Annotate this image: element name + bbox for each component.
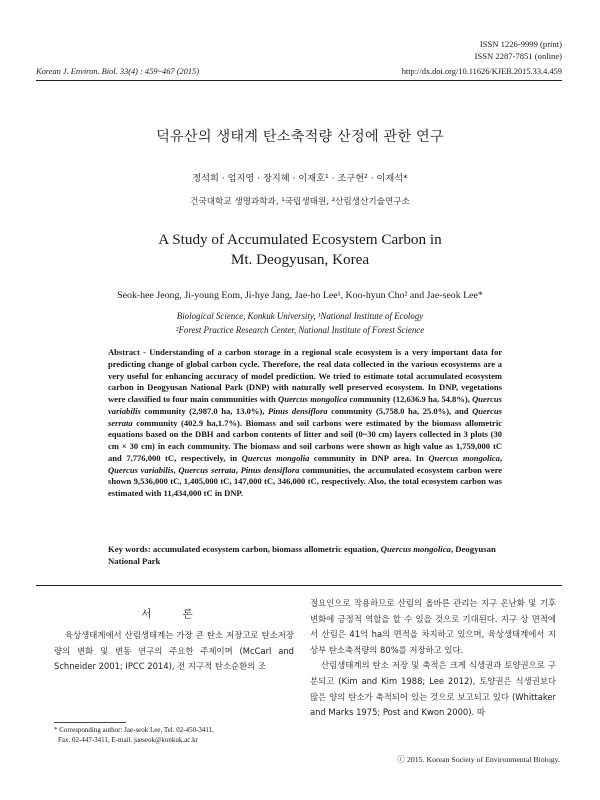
abstract-text: , (235, 464, 241, 475)
journal-citation: Korean J. Environ. Biol. 33(4) : 459~467 (2015) (36, 67, 200, 76)
english-affiliations (0, 310, 600, 337)
korean-authors: 정석희 · 엄지영 · 장지혜 · 이재호¹ · 조구현² · 이재석* (192, 173, 408, 184)
footnote-rule (54, 722, 126, 723)
keywords-label: Key words: (108, 544, 151, 554)
korean-title: 덕유산의 생태계 탄소축적량 산정에 관한 연구 (156, 129, 444, 145)
keywords-species: Quercus mongolica (380, 544, 451, 554)
section-rule (36, 585, 562, 586)
footnote-line-2: Fax. 02-447-3411, E-mail. jaeseok@konkuk.ac.kr (58, 735, 198, 744)
species-name: Quercus variabilis (108, 464, 174, 475)
species-name: Pinus densiflora (240, 464, 300, 475)
abstract (108, 347, 502, 500)
footnote-line-1: * Corresponding author: Jae-seok Lee, Tel. 02-450-3411, (54, 726, 214, 734)
english-affiliation-1: Biological Science, Konkuk University, ¹National Institute of Ecology (176, 311, 424, 321)
korean-affiliations: 건국대학교 생명과학과, ¹국립생태원, ²산림생산기술연구소 (190, 197, 410, 207)
keywords (108, 543, 502, 567)
abstract-text: community (402.9 ha,1.7%). Biomass and soil carbons were estimated by the biomass allometric equations based on the DBH and carbon contents of litter and soil (0~30 cm) layers collected in 3 plots (30 cm × 30 cm) in each community. The biomass and soil carbons were shown as high value as 1,759,000 tC and 7,776,000 tC, respectively, in (108, 417, 502, 463)
copyright: ⓒ 2015. Korean Society of Environmental Biology. (397, 755, 560, 764)
species-name: Pinus densiflora (267, 405, 328, 416)
footnote (54, 726, 314, 745)
body-paragraph: 육상생태계에서 산림생태계는 가장 큰 탄소 저장고로 탄소저장량의 변화 및 변동 연구의 주요한 주제이며 (McCarl and Schneider 2001; IPCC 2014), 전 지구적 탄소순환의 조 (54, 630, 294, 672)
running-header (36, 67, 562, 76)
body-left-column (54, 628, 294, 675)
english-title-line1: A Study of Accumulated Ecosystem Carbon in (158, 231, 442, 248)
abstract-text: communities, the accumulated ecosystem carbon were shown 9,536,000 tC, 1,405,000 tC, 147,000 tC, 346,000 tC, respectively. Also, the total ecosystem carbon was estimated with 11,434,000 tC in DNP. (108, 464, 503, 498)
section-heading-introduction: 서 론 (141, 608, 207, 620)
body-paragraph: 절요인으로 작용하므로 산림의 올바른 관리는 지구 온난화 및 기후변화에 긍정적 역할을 할 수 있을 것으로 기대된다. 지구 상 면적에서 산림은 41억 ha의 면적을 차지하고 있으며, 육상생태계에서 지상부 탄소축적량의 80%를 저장하고 있다. (310, 598, 556, 655)
abstract-text: community (12,636.9 ha, 54.8%), (347, 394, 473, 404)
english-title-line2: Mt. Deogyusan, Korea (230, 251, 370, 268)
species-name: Quercus serrata (108, 405, 502, 428)
issn-block (475, 38, 562, 62)
keywords-text: , Deogyusan National Park (108, 544, 496, 566)
issn-online: ISSN 2287-7851 (online) (474, 51, 562, 61)
english-title (0, 230, 600, 270)
species-name: Quercus variabilis (108, 394, 503, 416)
species-name: Quercus mongolica (428, 452, 500, 463)
abstract-text: Understanding of a carbon storage in a regional scale ecosystem is a very important data for predicting change of global carbon cycle. Therefore, the real data collected in the various ecosystems are a very useful for enhancing accuracy of model prediction. We tried to estimate total accumulated ecosystem carbon in Deogyusan National Park (DNP) with naturally well preserved ecosystem. In DNP, vegetations were classified to four main communities with (108, 347, 503, 404)
abstract-dash: - (139, 347, 150, 357)
abstract-text: community (5,758.0 ha, 25.0%), and (327, 405, 473, 416)
issn-print: ISSN 1226-9999 (print) (479, 39, 562, 49)
abstract-text: , (499, 452, 503, 463)
doi-link[interactable]: http://dx.doi.org/10.11626/KJEB.2015.33.4.459 (401, 67, 562, 76)
keywords-text: accumulated ecosystem carbon, biomass allometric equation, (150, 544, 381, 554)
header-rule (36, 80, 562, 81)
species-name: Quercus mongolia (241, 452, 310, 463)
body-paragraph: 산림생태계의 탄소 저장 및 축적은 크게 식생권과 토양권으로 구분되고 (Kim and Kim 1988; Lee 2012), 토양권은 식생권보다 많은 양의 탄소가 축적되어 있는 것으로 보고되고 있다 (Whittaker and Marks 1975; Post and Kwon 2000). 따 (310, 660, 556, 718)
species-name: Quercus serrata (178, 464, 236, 475)
body-right-column (310, 596, 556, 721)
abstract-text: community in DNP area. In (309, 452, 429, 463)
abstract-text: , (173, 464, 179, 475)
abstract-text: community (2,987.0 ha, 13.0%), (140, 405, 268, 416)
abstract-label: Abstract (108, 347, 140, 357)
species-name: Quercus mongolica (278, 394, 348, 404)
english-authors: Seok-hee Jeong, Ji-young Eom, Ji-hye Jang, Jae-ho Lee¹, Koo-hyun Cho² and Jae-seok Lee* (117, 290, 483, 301)
english-affiliation-2: ²Forest Practice Research Center, National Institute of Forest Science (175, 324, 425, 335)
